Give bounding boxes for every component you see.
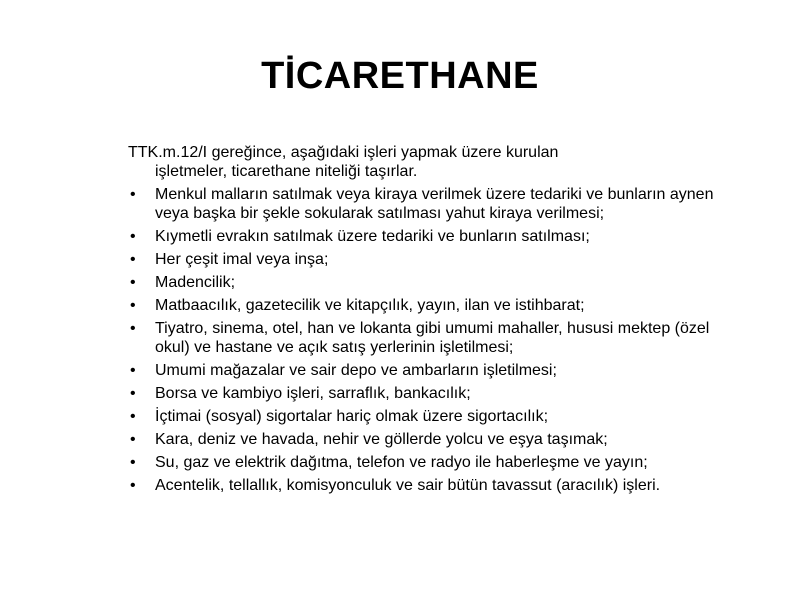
list-item-text: Menkul malların satılmak veya kiraya verilmek üzere tedariki ve bunların aynen veya başka bir şekle sokularak satılması yahut kiraya verilmesi; [155, 186, 714, 222]
list-item-text: Madencilik; [155, 274, 236, 291]
bullet-icon: • [130, 251, 136, 268]
list-item-text: Su, gaz ve elektrik dağıtma, telefon ve radyo ile haberleşme ve yayın; [155, 454, 648, 471]
list-item [128, 476, 748, 495]
list-item-text: Her çeşit imal veya inşa; [155, 251, 329, 268]
bullet-icon: • [130, 186, 136, 203]
list-item [128, 430, 748, 449]
list-item [128, 227, 748, 246]
list-item-text: Kara, deniz ve havada, nehir ve göllerde yolcu ve eşya taşımak; [155, 431, 608, 448]
list-item-text: Borsa ve kambiyo işleri, sarraflık, bankacılık; [155, 385, 471, 402]
intro-paragraph [128, 143, 748, 181]
bullet-icon: • [130, 274, 136, 291]
list-item [128, 185, 748, 223]
bullet-icon: • [130, 454, 136, 471]
list-item-text: Acentelik, tellallık, komisyonculuk ve sair bütün tavassut (aracılık) işleri. [155, 477, 661, 494]
list-item [128, 361, 748, 380]
list-item [128, 250, 748, 269]
list-item-text: Umumi mağazalar ve sair depo ve ambarların işletilmesi; [155, 362, 557, 379]
list-item [128, 296, 748, 315]
bullet-icon: • [130, 362, 136, 379]
slide-body [128, 143, 748, 499]
list-item-text: Matbaacılık, gazetecilik ve kitapçılık, yayın, ilan ve istihbarat; [155, 297, 585, 314]
list-item-text: Tiyatro, sinema, otel, han ve lokanta gibi umumi mahaller, hususi mektep (özel okul) ve hastane ve açık satış yerlerinin işletilmesi; [155, 320, 710, 356]
bullet-list [128, 185, 748, 495]
intro-line-2: işletmeler, ticarethane niteliği taşırlar. [155, 163, 418, 180]
list-item [128, 273, 748, 292]
bullet-icon: • [130, 477, 136, 494]
list-item [128, 407, 748, 426]
slide-title: TİCARETHANE [261, 55, 539, 97]
list-item [128, 453, 748, 472]
bullet-icon: • [130, 385, 136, 402]
bullet-icon: • [130, 431, 136, 448]
bullet-icon: • [130, 408, 136, 425]
bullet-icon: • [130, 320, 136, 337]
list-item [128, 384, 748, 403]
list-item-text: İçtimai (sosyal) sigortalar hariç olmak üzere sigortacılık; [155, 408, 549, 425]
list-item-text: Kıymetli evrakın satılmak üzere tedariki ve bunların satılması; [155, 228, 590, 245]
bullet-icon: • [130, 228, 136, 245]
intro-line-1: TTK.m.12/I gereğince, aşağıdaki işleri yapmak üzere kurulan [128, 144, 559, 161]
bullet-icon: • [130, 297, 136, 314]
list-item [128, 319, 748, 357]
